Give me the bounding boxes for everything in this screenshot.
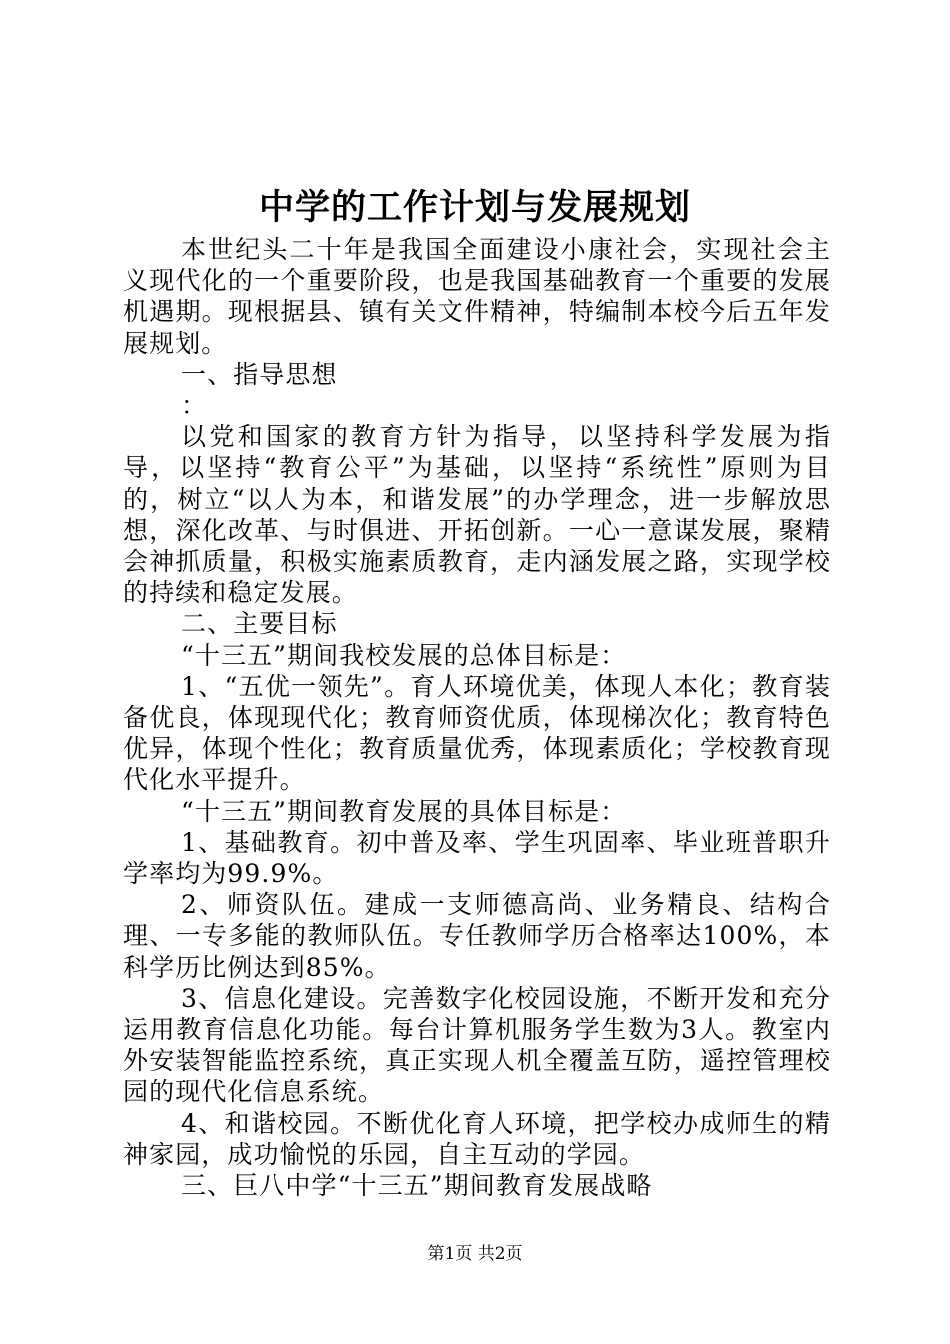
section-heading-main-goals: 二、主要目标 xyxy=(181,609,338,639)
section-heading-guiding-ideology: 一、指导思想 xyxy=(181,359,338,389)
specific-goal-item-2: 2、师资队伍。建成一支师德高尚、业务精良、结构合理、一专多能的教师队伍。专任教师学历合格率达100%，本科学历比例达到85%。 xyxy=(123,890,831,982)
guiding-ideology-paragraph: 以党和国家的教育方针为指导，以坚持科学发展为指导，以坚持“教育公平”为基础，以坚持“系统性”原则为目的，树立“以人为本，和谐发展”的办学理念，进一步解放思想，深化改革、与时俱进、开拓创新。一心一意谋发展，聚精会神抓质量，积极实施素质教育，走内涵发展之路，实现学校的持续和稳定发展。 xyxy=(123,422,831,608)
intro-paragraph: 本世纪头二十年是我国全面建设小康社会，实现社会主义现代化的一个重要阶段，也是我国基础教育一个重要的发展机遇期。现根据县、镇有关文件精神，特编制本校今后五年发展规划。 xyxy=(123,235,831,358)
specific-goal-item-1: 1、基础教育。初中普及率、学生巩固率、毕业班普职升学率均为99.9%。 xyxy=(123,827,831,889)
overall-goal-intro: “十三五”期间我校发展的总体目标是： xyxy=(181,640,627,670)
document-body xyxy=(123,234,831,1201)
specific-goals-intro: “十三五”期间教育发展的具体目标是： xyxy=(181,796,627,826)
page-footer: 第1页 共2页 xyxy=(427,1244,523,1264)
page-title: 中学的工作计划与发展规划 xyxy=(258,187,691,228)
specific-goal-item-3: 3、信息化建设。完善数字化校园设施，不断开发和充分运用教育信息化功能。每台计算机服务学生数为3人。教室内外安装智能监控系统，真正实现人机全覆盖互防，遥控管理校园的现代化信息系统。 xyxy=(123,983,831,1107)
section-heading-strategy: 三、巨八中学“十三五”期间教育发展战略 xyxy=(181,1171,653,1201)
specific-goal-item-4: 4、和谐校园。不断优化育人环境，把学校办成师生的精神家园，成功愉悦的乐园，自主互动的学园。 xyxy=(123,1108,831,1169)
overall-goal-item-1: 1、“五优一领先”。育人环境优美，体现人本化；教育装备优良，体现现代化；教育师资优质，体现梯次化；教育特色优异，体现个性化；教育质量优秀，体现素质化；学校教育现代化水平提升。 xyxy=(123,671,831,795)
stray-colon: ： xyxy=(181,391,208,421)
